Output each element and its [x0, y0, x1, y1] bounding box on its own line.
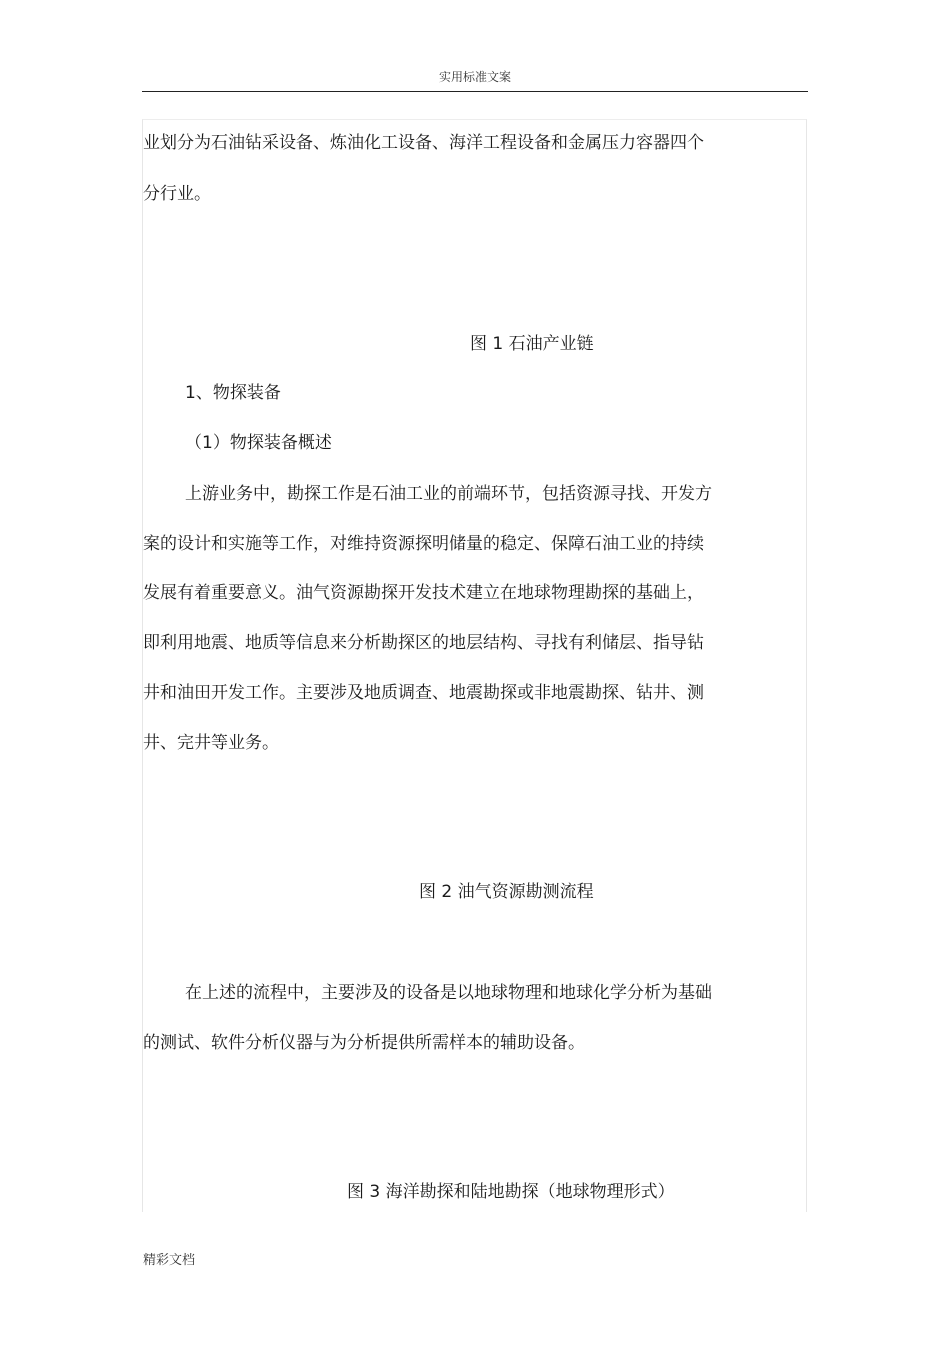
paragraph-line: 井、完井等业务。	[143, 733, 279, 753]
paragraph-line: 案的设计和实施等工作，对维持资源探明储量的稳定、保障石油工业的持续	[143, 534, 704, 554]
paragraph-line: 发展有着重要意义。油气资源勘探开发技术建立在地球物理勘探的基础上，	[143, 583, 704, 603]
paragraph-line: 上游业务中，勘探工作是石油工业的前端环节，包括资源寻找、开发方	[185, 484, 712, 504]
paragraph-line: 在上述的流程中，主要涉及的设备是以地球物理和地球化学分析为基础	[185, 983, 712, 1003]
paragraph-line: 的测试、软件分析仪器与为分析提供所需样本的辅助设备。	[143, 1033, 585, 1053]
paragraph-line: 业划分为石油钻采设备、炼油化工设备、海洋工程设备和金属压力容器四个	[143, 133, 704, 153]
paragraph-line: 分行业。	[143, 184, 211, 204]
header-divider	[142, 91, 808, 92]
page-header-title: 实用标准文案	[438, 70, 511, 84]
page-footer-text: 精彩文档	[143, 1253, 196, 1268]
paragraph-line: 即利用地震、地质等信息来分析勘探区的地层结构、寻找有利储层、指导钻	[143, 633, 704, 653]
figure-2-caption: 图 2 油气资源勘测流程	[419, 882, 594, 902]
paragraph-line: 井和油田开发工作。主要涉及地质调查、地震勘探或非地震勘探、钻井、测	[143, 683, 704, 703]
subsection-heading: （1）物探装备概述	[185, 433, 332, 453]
figure-3-caption: 图 3 海洋勘探和陆地勘探（地球物理形式）	[347, 1182, 675, 1202]
figure-1-caption: 图 1 石油产业链	[470, 334, 594, 354]
section-heading: 1、物探装备	[185, 383, 281, 403]
